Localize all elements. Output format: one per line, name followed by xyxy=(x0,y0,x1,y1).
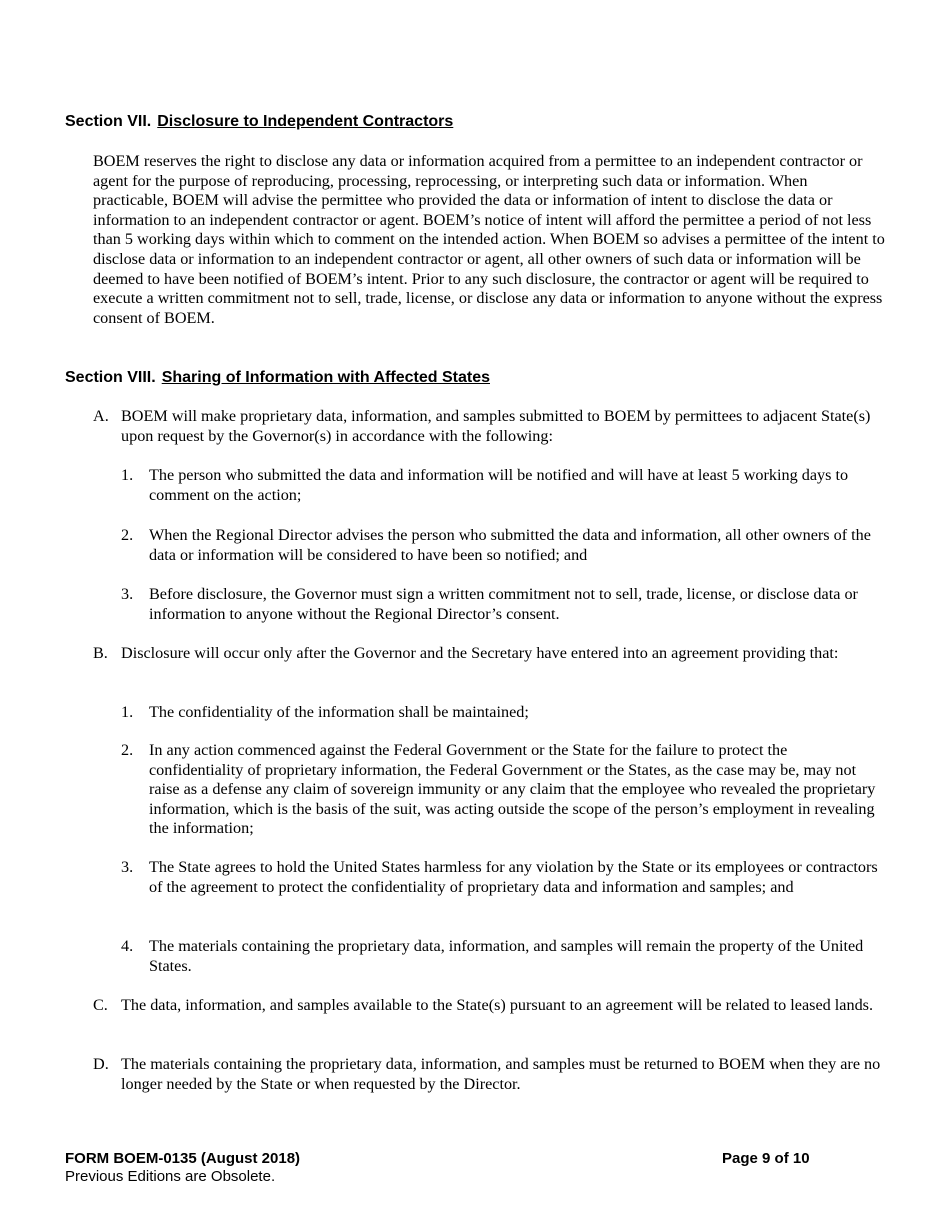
item-d-text: The materials containing the proprietary data, information, and samples must be returned to BOEM when they are no longer needed by the State or when requested by the Director. xyxy=(121,1055,881,1093)
item-b1-marker: 1. xyxy=(121,703,134,721)
item-a-text: BOEM will make proprietary data, information, and samples submitted to BOEM by permittees to adjacent State(s) upon request by the Governor(s) in accordance with the following: xyxy=(121,407,871,445)
item-b3-marker: 3. xyxy=(121,858,134,876)
item-b-text: Disclosure will occur only after the Governor and the Secretary have entered into an agreement providing that: xyxy=(121,644,839,662)
item-a1-marker: 1. xyxy=(121,466,134,484)
item-a3-text: Before disclosure, the Governor must sign a written commitment not to sell, trade, license, or disclose data or information to anyone without the Regional Director’s consent. xyxy=(149,585,858,623)
item-b1-text: The confidentiality of the information shall be maintained; xyxy=(149,703,529,721)
item-a1-text: The person who submitted the data and information will be notified and will have at least 5 working days to comment on the action; xyxy=(149,466,849,504)
item-b2-marker: 2. xyxy=(121,741,134,759)
item-d-marker: D. xyxy=(93,1055,109,1073)
section-vii-label: Section VII. xyxy=(65,113,152,130)
section-vii-title: Disclosure to Independent Contractors xyxy=(157,113,454,130)
item-a2-text: When the Regional Director advises the person who submitted the data and information, all other owners of the data or information will be considered to have been so notified; and xyxy=(149,526,871,564)
section-viii-label: Section VIII. xyxy=(65,369,156,386)
item-b3-text: The State agrees to hold the United States harmless for any violation by the State or its employees or contractors of the agreement to protect the confidentiality of proprietary data and information and samples; and xyxy=(149,858,878,896)
item-c-text: The data, information, and samples available to the State(s) pursuant to an agreement will be related to leased lands. xyxy=(121,996,874,1014)
section-vii-heading xyxy=(65,112,453,132)
footer-obsolete-note: Previous Editions are Obsolete. xyxy=(65,1168,276,1185)
section-vii-body: BOEM reserves the right to disclose any data or information acquired from a permittee to an independent contractor or agent for the purpose of reproducing, processing, reprocessing, or interpreting such data or information. When practicable, BOEM will advise the permittee who provided the data or information of intent to disclose the data or information to an independent contractor or agent. BOEM’s notice of intent will afford the permittee a period of not less than 5 working days within which to comment on the intended action. When BOEM so advises a permittee of the intent to disclose data or information to an independent contractor or agent, all other owners of such data or information will be deemed to have been notified of BOEM’s intent. Prior to any such disclosure, the contractor or agent will be required to execute a written commitment not to sell, trade, license, or disclose any data or information to anyone without the express consent of BOEM. xyxy=(93,152,885,327)
item-a-marker: A. xyxy=(93,407,109,425)
item-b4-marker: 4. xyxy=(121,937,134,955)
item-a2-marker: 2. xyxy=(121,526,134,544)
section-viii-heading xyxy=(65,368,490,388)
item-b-marker: B. xyxy=(93,644,108,662)
item-b2-text: In any action commenced against the Federal Government or the State for the failure to protect the confidentiality of proprietary information, the Federal Government or the States, as the case may be, may not raise as a defense any claim of sovereign immunity or any claim that the employee who revealed the proprietary information, which is the basis of the suit, was acting outside the scope of the person’s employment in revealing the information; xyxy=(149,741,876,838)
footer-page-number: Page 9 of 10 xyxy=(722,1150,810,1167)
item-a3-marker: 3. xyxy=(121,585,134,603)
footer-form-number: FORM BOEM-0135 (August 2018) xyxy=(65,1150,301,1167)
section-viii-title: Sharing of Information with Affected States xyxy=(161,369,490,386)
item-c-marker: C. xyxy=(93,996,108,1014)
item-b4-text: The materials containing the proprietary data, information, and samples will remain the property of the United States. xyxy=(149,937,864,975)
